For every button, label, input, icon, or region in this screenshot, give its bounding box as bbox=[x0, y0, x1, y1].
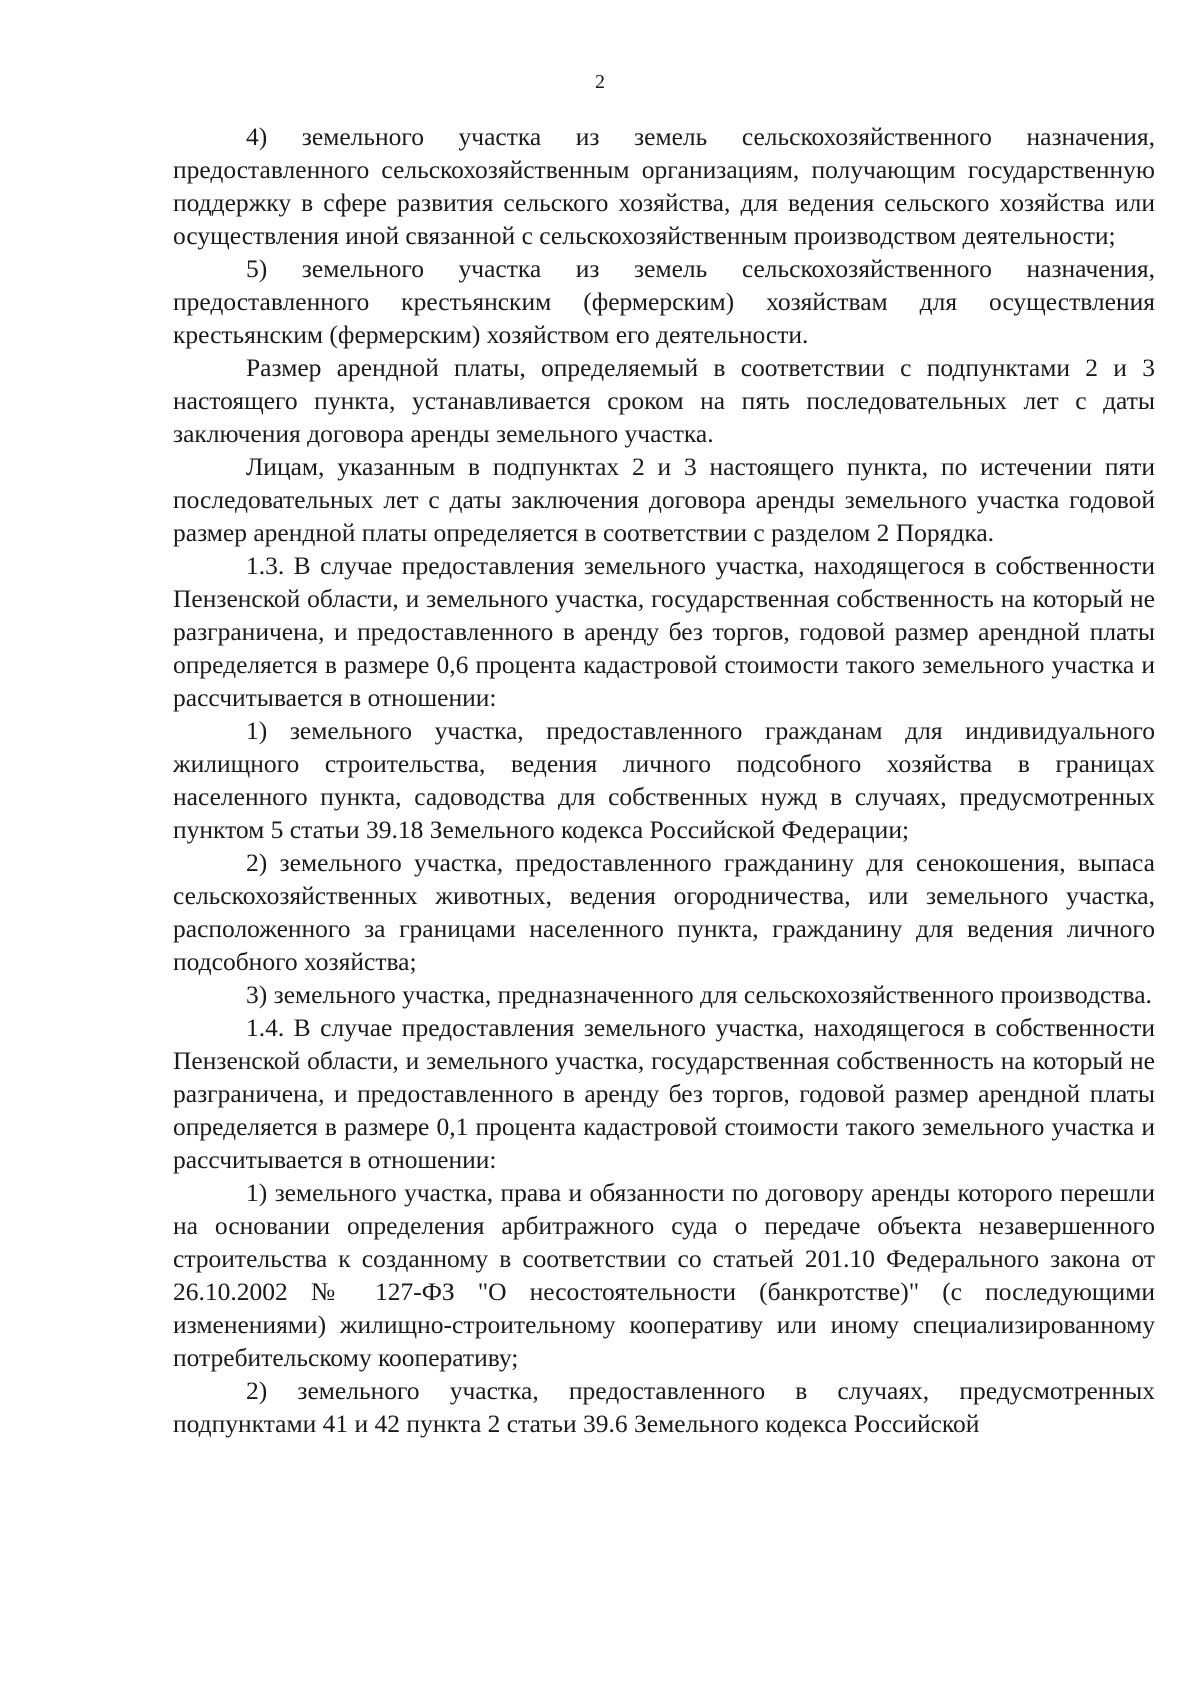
document-body bbox=[173, 120, 1155, 1440]
paragraph-1-4-item-2: 2) земельного участка, предоставленного в случаях, предусмотренных подпунктами 41 и 42 пункта 2 статьи 39.6 Земельного кодекса Российской bbox=[173, 1376, 1155, 1438]
paragraph-1-3-item-3: 3) земельного участка, предназначенного для сельскохозяйственного производства. bbox=[246, 980, 1152, 1009]
paragraph-item-4: 4) земельного участка из земель сельскохозяйственного назначения, предоставленного сельскохозяйственным организациям, получающим государственную поддержку в сфере развития сельского хозяйства, для ведения сельского хозяйства или осуществления иной связанной с сельскохозяйственным производством деятельности; bbox=[173, 122, 1155, 250]
page-number: 2 bbox=[595, 71, 605, 93]
paragraph-item-5: 5) земельного участка из земель сельскохозяйственного назначения, предоставленного крестьянским (фермерским) хозяйствам для осуществления крестьянским (фермерским) хозяйством его деятельности. bbox=[173, 254, 1155, 349]
paragraph-1-3-item-1: 1) земельного участка, предоставленного гражданам для индивидуального жилищного строительства, ведения личного подсобного хозяйства в границах населенного пункта, садоводства для собственных нужд в случаях, предусмотренных пунктом 5 статьи 39.18 Земельного кодекса Российской Федерации; bbox=[173, 716, 1155, 844]
paragraph-section-1-4: 1.4. В случае предоставления земельного участка, находящегося в собственности Пензенской области, и земельного участка, государственная собственность на который не разграничена, и предоставленного в аренду без торгов, годовой размер арендной платы определяется в размере 0,1 процента кадастровой стоимости такого земельного участка и рассчитывается в отношении: bbox=[173, 1013, 1155, 1174]
paragraph-1-4-item-1: 1) земельного участка, права и обязанности по договору аренды которого перешли на основании определения арбитражного суда о передаче объекта незавершенного строительства к созданному в соответствии со статьей 201.10 Федерального закона от 26.10.2002 № 127-ФЗ "О несостоятельности (банкротстве)" (с последующими изменениями) жилищно-строительному кооперативу или иному специализированному потребительскому кооперативу; bbox=[173, 1178, 1155, 1372]
paragraph-rent-size-term: Размер арендной платы, определяемый в соответствии с подпунктами 2 и 3 настоящего пункта, устанавливается сроком на пять последовательных лет с даты заключения договора аренды земельного участка. bbox=[173, 353, 1155, 448]
paragraph-section-1-3: 1.3. В случае предоставления земельного участка, находящегося в собственности Пензенской области, и земельного участка, государственная собственность на который не разграничена, и предоставленного в аренду без торгов, годовой размер арендной платы определяется в размере 0,6 процента кадастровой стоимости такого земельного участка и рассчитывается в отношении: bbox=[173, 551, 1155, 712]
paragraph-1-3-item-2: 2) земельного участка, предоставленного гражданину для сенокошения, выпаса сельскохозяйственных животных, ведения огородничества, или земельного участка, расположенного за границами населенного пункта, гражданину для ведения личного подсобного хозяйства; bbox=[173, 848, 1155, 976]
paragraph-persons-after-term: Лицам, указанным в подпунктах 2 и 3 настоящего пункта, по истечении пяти последовательных лет с даты заключения договора аренды земельного участка годовой размер арендной платы определяется в соответствии с разделом 2 Порядка. bbox=[173, 452, 1155, 547]
